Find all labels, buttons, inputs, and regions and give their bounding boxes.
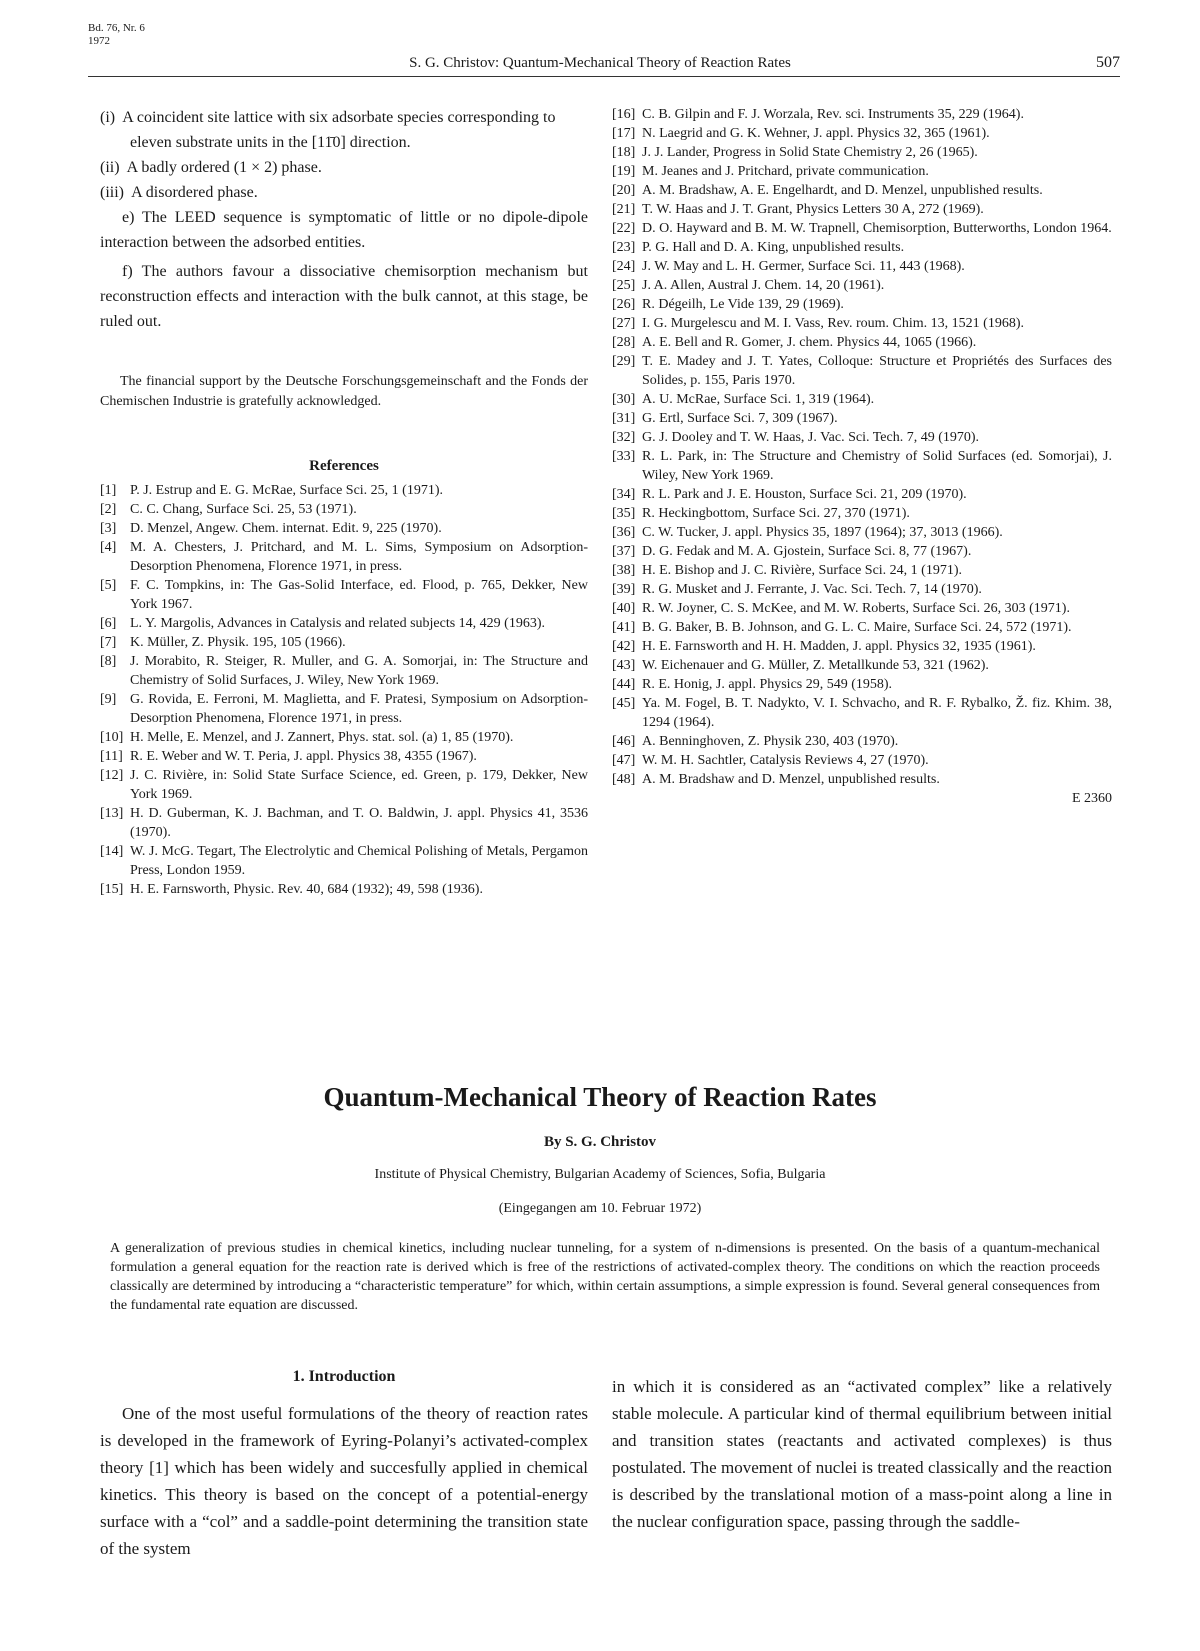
reference-text: W. M. H. Sachtler, Catalysis Reviews 4, 27 (1970). — [642, 753, 929, 768]
reference-number: [38] — [612, 563, 636, 578]
reference-item — [612, 485, 1112, 504]
reference-number: [19] — [612, 164, 636, 179]
references-list-right — [612, 105, 1112, 789]
left-column — [100, 105, 588, 899]
reference-text: W. Eichenauer and G. Müller, Z. Metallkunde 53, 321 (1962). — [642, 658, 989, 673]
header-rule — [88, 76, 1120, 77]
header-volume-issue: Bd. 76, Nr. 6 — [88, 22, 145, 34]
reference-text: R. L. Park and J. E. Houston, Surface Sci. 21, 209 (1970). — [642, 487, 967, 502]
reference-text: F. C. Tompkins, in: The Gas-Solid Interface, ed. Flood, p. 765, Dekker, New York 1967. — [130, 578, 588, 612]
reference-number: [36] — [612, 525, 636, 540]
reference-item — [100, 690, 588, 728]
reference-item — [100, 614, 588, 633]
reference-item — [612, 656, 1112, 675]
reference-item — [100, 747, 588, 766]
reference-text: A. M. Bradshaw, A. E. Engelhardt, and D. Menzel, unpublished results. — [642, 183, 1043, 198]
intro-paragraph-left: One of the most useful formulations of the theory of reaction rates is developed in the framework of Eyring-Polanyi’s activated-complex theory [1] which has been widely and succesfully applied in chemical kinetics. This theory is based on the concept of a potential-energy surface with a “col” and a saddle-point determining the transition state of the system — [100, 1404, 588, 1558]
reference-item — [100, 576, 588, 614]
item-label: (i) — [100, 109, 116, 126]
reference-number: [14] — [100, 844, 124, 859]
reference-item — [100, 481, 588, 500]
reference-item — [612, 105, 1112, 124]
reference-text: M. Jeanes and J. Pritchard, private communication. — [642, 164, 929, 179]
reference-item — [612, 542, 1112, 561]
reference-text: R. E. Weber and W. T. Peria, J. appl. Physics 38, 4355 (1967). — [130, 749, 477, 764]
reference-text: H. D. Guberman, K. J. Bachman, and T. O. Baldwin, J. appl. Physics 41, 3536 (1970). — [130, 806, 588, 840]
item-label: (ii) — [100, 159, 120, 176]
article-abstract: A generalization of previous studies in chemical kinetics, including nuclear tunneling, for a system of n-dimensions is presented. On the basis of a quantum-mechanical formulation a general equation for the reaction rate is derived which is free of the restrictions of activated-complex theory. The conditions on which the reaction proceeds classically are determined by introducing a “characteristic temperature” for which, within certain assumptions, a simple expression is found. Several general consequences from the fundamental rate equation are discussed. — [110, 1241, 1100, 1313]
reference-text: K. Müller, Z. Physik. 195, 105 (1966). — [130, 635, 346, 650]
reference-item — [612, 561, 1112, 580]
reference-item — [612, 352, 1112, 390]
reference-text: A. M. Bradshaw and D. Menzel, unpublished results. — [642, 772, 940, 787]
reference-text: B. G. Baker, B. B. Johnson, and G. L. C. Maire, Surface Sci. 24, 572 (1971). — [642, 620, 1072, 635]
reference-number: [18] — [612, 145, 636, 160]
reference-text: R. L. Park, in: The Structure and Chemistry of Solid Surfaces (ed. Somorjai), J. Wiley, New York 1969. — [642, 449, 1112, 483]
reference-number: [45] — [612, 696, 636, 711]
reference-item — [612, 390, 1112, 409]
reference-number: [2] — [100, 502, 117, 517]
reference-text: G. J. Dooley and T. W. Haas, J. Vac. Sci. Tech. 7, 49 (1970). — [642, 430, 980, 445]
reference-item — [612, 637, 1112, 656]
acknowledgement: The financial support by the Deutsche Forschungsgemeinschaft and the Fonds der Chemischen Industrie is gratefully acknowledged. — [100, 374, 588, 409]
reference-text: Ya. M. Fogel, B. T. Nadykto, V. I. Schvacho, and R. F. Rybalko, Ž. fiz. Khim. 38, 1294 (1964). — [642, 696, 1112, 730]
reference-text: P. G. Hall and D. A. King, unpublished results. — [642, 240, 905, 255]
reference-item — [612, 732, 1112, 751]
reference-number: [44] — [612, 677, 636, 692]
header-year: 1972 — [88, 35, 110, 47]
reference-number: [24] — [612, 259, 636, 274]
list-item-ii — [100, 155, 588, 180]
reference-text: R. W. Joyner, C. S. McKee, and M. W. Roberts, Surface Sci. 26, 303 (1971). — [642, 601, 1070, 616]
reference-text: A. Benninghoven, Z. Physik 230, 403 (1970). — [642, 734, 899, 749]
reference-text: H. E. Bishop and J. C. Rivière, Surface Sci. 24, 1 (1971). — [642, 563, 963, 578]
reference-number: [27] — [612, 316, 636, 331]
reference-number: [40] — [612, 601, 636, 616]
reference-text: G. Ertl, Surface Sci. 7, 309 (1967). — [642, 411, 838, 426]
reference-number: [7] — [100, 635, 117, 650]
reference-number: [17] — [612, 126, 636, 141]
reference-number: [43] — [612, 658, 636, 673]
reference-item — [612, 751, 1112, 770]
intro-paragraph-right: in which it is considered as an “activated complex” like a relatively stable molecule. A particular kind of thermal equilibrium between initial and transition states (reactants and activated complexes) is thus postulated. The movement of nuclei is treated classically and the reaction is described by the translational motion of a mass-point along a line in the nuclear configuration space, passing through the saddle- — [612, 1377, 1112, 1531]
reference-number: [11] — [100, 749, 123, 764]
reference-text: D. O. Hayward and B. M. W. Trapnell, Chemisorption, Butterworths, London 1964. — [642, 221, 1112, 236]
reference-item — [100, 519, 588, 538]
article-author: By S. G. Christov — [543, 1134, 657, 1150]
running-title: S. G. Christov: Quantum-Mechanical Theory of Reaction Rates — [409, 55, 791, 71]
reference-text: G. Rovida, E. Ferroni, M. Maglietta, and F. Pratesi, Symposium on Adsorption-Desorption Phenomena, Florence 1971, in press. — [130, 692, 588, 726]
reference-number: [16] — [612, 107, 636, 122]
item-text: A coincident site lattice with six adsorbate species corresponding to eleven substrate units in the [11̄0] direction. — [122, 109, 556, 151]
reference-text: R. G. Musket and J. Ferrante, J. Vac. Sci. Tech. 7, 14 (1970). — [642, 582, 982, 597]
reference-text: R. Dégeilh, Le Vide 139, 29 (1969). — [642, 297, 844, 312]
reference-text: M. A. Chesters, J. Pritchard, and M. L. Sims, Symposium on Adsorption-Desorption Phenomena, Florence 1971, in press. — [130, 540, 588, 574]
reference-item — [100, 842, 588, 880]
reference-item — [612, 200, 1112, 219]
page-number: 507 — [1096, 54, 1120, 71]
reference-number: [29] — [612, 354, 636, 369]
paragraph-e: e) The LEED sequence is symptomatic of little or no dipole-dipole interaction between the adsorbed entities. — [100, 209, 588, 251]
reference-number: [25] — [612, 278, 636, 293]
reference-number: [28] — [612, 335, 636, 350]
reference-text: J. Morabito, R. Steiger, R. Muller, and G. A. Somorjai, in: The Structure and Chemistry of Solid Surfaces, J. Wiley, New York 1969. — [130, 654, 588, 688]
reference-item — [100, 728, 588, 747]
reference-text: R. E. Honig, J. appl. Physics 29, 549 (1958). — [642, 677, 893, 692]
reference-item — [612, 447, 1112, 485]
reference-number: [9] — [100, 692, 117, 707]
reference-item — [100, 633, 588, 652]
reference-number: [48] — [612, 772, 636, 787]
reference-text: J. W. May and L. H. Germer, Surface Sci. 11, 443 (1968). — [642, 259, 965, 274]
reference-number: [32] — [612, 430, 636, 445]
reference-text: C. B. Gilpin and F. J. Worzala, Rev. sci. Instruments 35, 229 (1964). — [642, 107, 1024, 122]
reference-item — [100, 766, 588, 804]
reference-item — [612, 238, 1112, 257]
reference-text: D. Menzel, Angew. Chem. internat. Edit. 9, 225 (1970). — [130, 521, 442, 536]
reference-number: [39] — [612, 582, 636, 597]
list-item-i — [100, 105, 588, 155]
reference-number: [13] — [100, 806, 124, 821]
reference-text: N. Laegrid and G. K. Wehner, J. appl. Physics 32, 365 (1961). — [642, 126, 990, 141]
reference-item — [612, 523, 1112, 542]
article-institution: Institute of Physical Chemistry, Bulgarian Academy of Sciences, Sofia, Bulgaria — [374, 1167, 826, 1182]
reference-number: [31] — [612, 411, 636, 426]
reference-number: [26] — [612, 297, 636, 312]
reference-item — [612, 276, 1112, 295]
reference-text: C. W. Tucker, J. appl. Physics 35, 1897 (1964); 37, 3013 (1966). — [642, 525, 1003, 540]
paragraph-f: f) The authors favour a dissociative chemisorption mechanism but reconstruction effects and interaction with the bulk cannot, at this stage, be ruled out. — [100, 263, 588, 330]
reference-number: [23] — [612, 240, 636, 255]
references-list-left — [100, 481, 588, 899]
reference-text: H. Melle, E. Menzel, and J. Zannert, Phys. stat. sol. (a) 1, 85 (1970). — [130, 730, 514, 745]
reference-text: J. C. Rivière, in: Solid State Surface Science, ed. Green, p. 179, Dekker, New York 1969. — [130, 768, 588, 802]
reference-item — [612, 580, 1112, 599]
reference-item — [100, 538, 588, 576]
reference-number: [41] — [612, 620, 636, 635]
reference-item — [612, 694, 1112, 732]
references-heading: References — [309, 458, 379, 474]
reference-number: [8] — [100, 654, 117, 669]
reference-number: [3] — [100, 521, 117, 536]
reference-number: [33] — [612, 449, 636, 464]
reference-text: I. G. Murgelescu and M. I. Vass, Rev. roum. Chim. 13, 1521 (1968). — [642, 316, 1024, 331]
reference-item — [100, 500, 588, 519]
reference-text: A. E. Bell and R. Gomer, J. chem. Physics 44, 1065 (1966). — [642, 335, 977, 350]
reference-item — [612, 295, 1112, 314]
reference-number: [10] — [100, 730, 124, 745]
reference-item — [612, 599, 1112, 618]
reference-text: T. W. Haas and J. T. Grant, Physics Letters 30 A, 272 (1969). — [642, 202, 984, 217]
reference-item — [100, 804, 588, 842]
item-label: (iii) — [100, 184, 124, 201]
reference-number: [34] — [612, 487, 636, 502]
article-title: Quantum-Mechanical Theory of Reaction Rates — [323, 1082, 877, 1112]
reference-number: [47] — [612, 753, 636, 768]
reference-number: [5] — [100, 578, 117, 593]
reference-item — [100, 652, 588, 690]
reference-number: [12] — [100, 768, 124, 783]
reference-item — [612, 181, 1112, 200]
reference-number: [6] — [100, 616, 117, 631]
reference-item — [612, 257, 1112, 276]
reference-item — [612, 162, 1112, 181]
article-end-code: E 2360 — [1071, 791, 1112, 806]
header-volume — [88, 22, 145, 48]
reference-item — [612, 124, 1112, 143]
reference-number: [35] — [612, 506, 636, 521]
reference-number: [22] — [612, 221, 636, 236]
article-received-date: (Eingegangen am 10. Februar 1972) — [498, 1201, 702, 1216]
reference-item — [612, 409, 1112, 428]
reference-number: [37] — [612, 544, 636, 559]
reference-item — [612, 143, 1112, 162]
reference-item — [612, 770, 1112, 789]
reference-item — [612, 675, 1112, 694]
item-text: A badly ordered (1 × 2) phase. — [126, 159, 322, 176]
reference-item — [612, 333, 1112, 352]
reference-text: A. U. McRae, Surface Sci. 1, 319 (1964). — [642, 392, 875, 407]
reference-item — [612, 219, 1112, 238]
reference-number: [1] — [100, 483, 117, 498]
reference-number: [46] — [612, 734, 636, 749]
reference-text: H. E. Farnsworth, Physic. Rev. 40, 684 (1932); 49, 598 (1936). — [130, 882, 483, 897]
item-text: A disordered phase. — [131, 184, 258, 201]
reference-number: [15] — [100, 882, 124, 897]
reference-text: C. C. Chang, Surface Sci. 25, 53 (1971). — [130, 502, 357, 517]
reference-item — [612, 314, 1112, 333]
right-column — [612, 105, 1112, 807]
reference-item — [100, 880, 588, 899]
reference-number: [42] — [612, 639, 636, 654]
reference-number: [20] — [612, 183, 636, 198]
reference-text: J. A. Allen, Austral J. Chem. 14, 20 (1961). — [642, 278, 885, 293]
section-heading: 1. Introduction — [292, 1368, 396, 1385]
reference-text: P. J. Estrup and E. G. McRae, Surface Sci. 25, 1 (1971). — [130, 483, 444, 498]
reference-number: [21] — [612, 202, 636, 217]
reference-number: [30] — [612, 392, 636, 407]
list-item-iii — [100, 180, 588, 205]
reference-text: L. Y. Margolis, Advances in Catalysis and related subjects 14, 429 (1963). — [130, 616, 546, 631]
reference-number: [4] — [100, 540, 117, 555]
reference-item — [612, 618, 1112, 637]
reference-text: H. E. Farnsworth and H. H. Madden, J. appl. Physics 32, 1935 (1961). — [642, 639, 1036, 654]
reference-text: D. G. Fedak and M. A. Gjostein, Surface Sci. 8, 77 (1967). — [642, 544, 972, 559]
reference-item — [612, 504, 1112, 523]
reference-text: R. Heckingbottom, Surface Sci. 27, 370 (1971). — [642, 506, 910, 521]
reference-text: J. J. Lander, Progress in Solid State Chemistry 2, 26 (1965). — [642, 145, 978, 160]
reference-item — [612, 428, 1112, 447]
reference-text: T. E. Madey and J. T. Yates, Colloque: Structure et Propriétés des Surfaces des Solides, p. 155, Paris 1970. — [642, 354, 1112, 388]
reference-text: W. J. McG. Tegart, The Electrolytic and Chemical Polishing of Metals, Pergamon Press, London 1959. — [130, 844, 588, 878]
